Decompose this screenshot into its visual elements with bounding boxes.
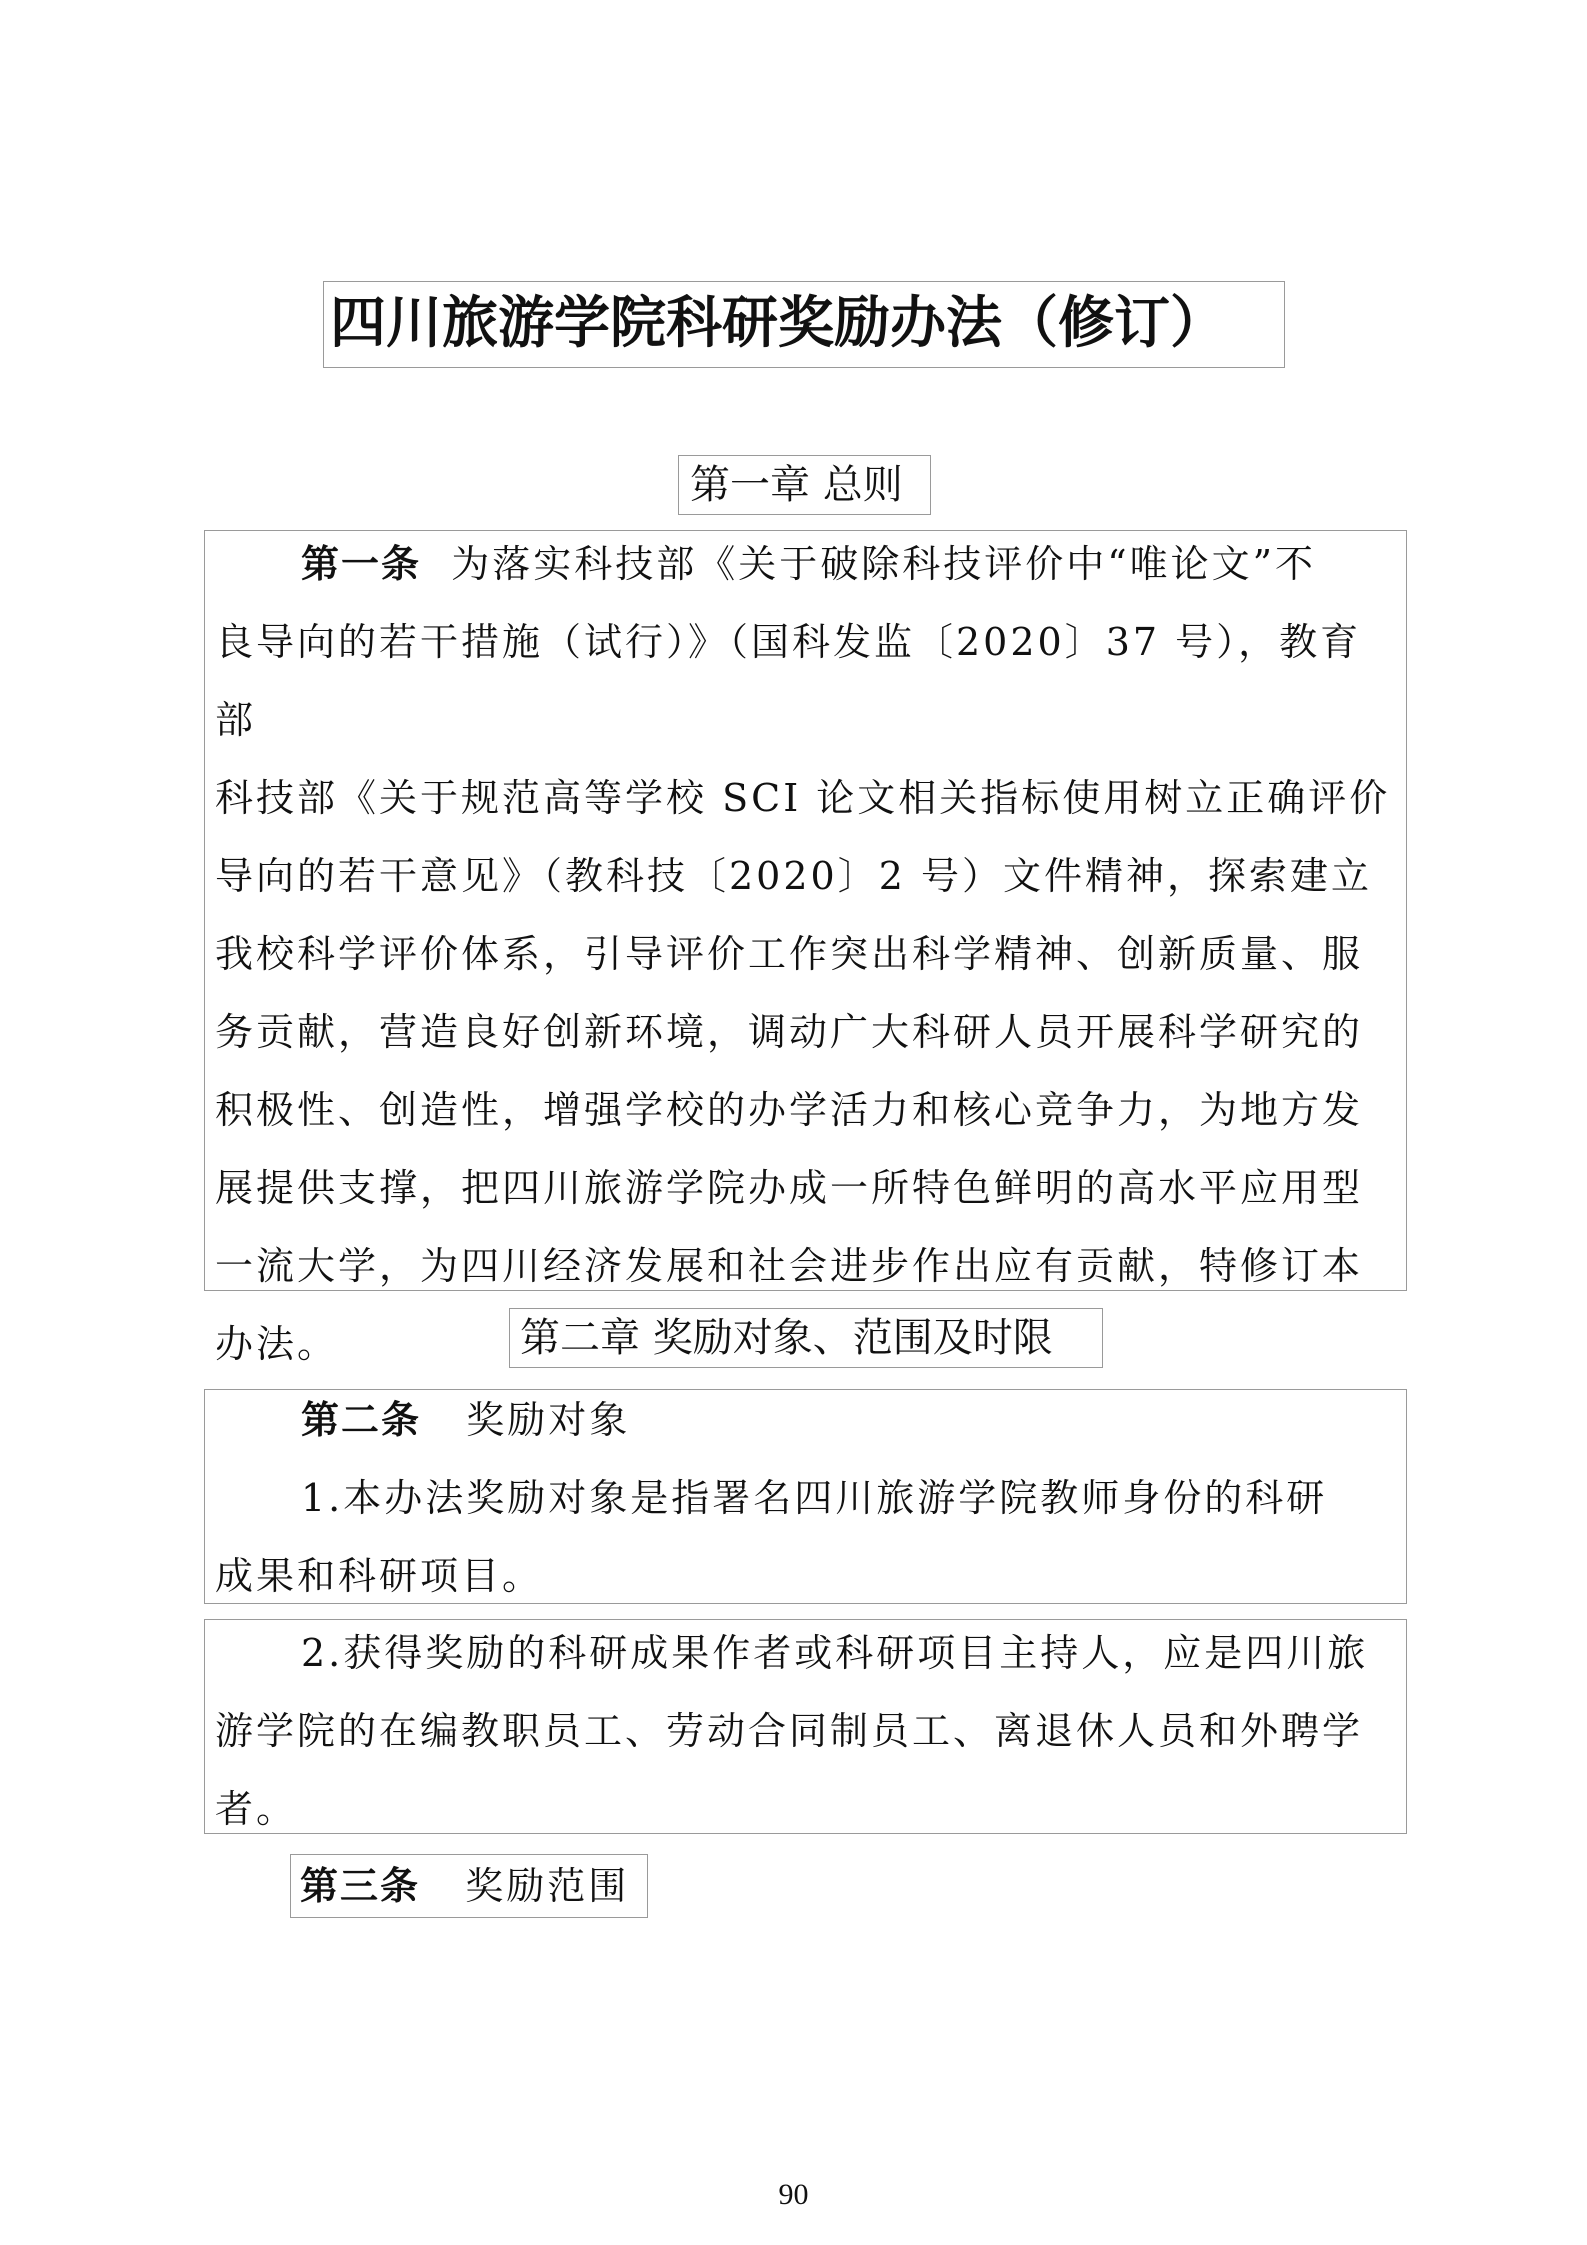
- article1-line-9: 办法。: [215, 1322, 339, 1366]
- article2-item2-line-1: 游学院的在编教职员工、劳动合同制员工、离退休人员和外聘学: [215, 1709, 1364, 1753]
- article2-item2-line-2: 者。: [215, 1787, 298, 1831]
- article3-label: 第三条: [300, 1864, 421, 1908]
- article2-label: 第二条: [301, 1398, 422, 1442]
- chapter1-heading: 第一章 总则: [690, 462, 903, 508]
- article1-line: [215, 525, 1395, 603]
- article3-title: 奖励范围: [465, 1864, 630, 1908]
- article1-line-1: 良导向的若干措施（试行）》（国科发监〔2020〕37 号），教育部: [215, 620, 1362, 742]
- article2-item1-line-1: 成果和科研项目。: [215, 1554, 544, 1598]
- page-number: 90: [778, 2178, 809, 2211]
- article1-line-2: 科技部《关于规范高等学校 SCI 论文相关指标使用树立正确评价: [215, 776, 1391, 820]
- article2-item1-line-0: 1.本办法奖励对象是指署名四川旅游学院教师身份的科研: [301, 1476, 1328, 1520]
- article1-line-7: 展提供支撑，把四川旅游学院办成一所特色鲜明的高水平应用型: [215, 1166, 1364, 1210]
- article2-title-line: [215, 1381, 1395, 1459]
- chapter2-heading: 第二章 奖励对象、范围及时限: [520, 1315, 1053, 1361]
- article1-line-3: 导向的若干意见》（教科技〔2020〕2 号）文件精神，探索建立: [215, 854, 1372, 898]
- article2-title: 奖励对象: [466, 1398, 631, 1442]
- article1-line-6: 积极性、创造性，增强学校的办学活力和核心竞争力，为地方发: [215, 1088, 1364, 1132]
- document-title: 四川旅游学院科研奖励办法（修订）: [330, 290, 1226, 356]
- article2-text: [215, 1381, 1395, 1615]
- article2-item2-line-0: 2.获得奖励的科研成果作者或科研项目主持人，应是四川旅: [301, 1631, 1369, 1675]
- article1-label: 第一条: [301, 542, 422, 586]
- article1-line-0: 为落实科技部《关于破除科技评价中“唯论文”不: [451, 542, 1317, 586]
- article1-text: [215, 525, 1395, 1383]
- article1-line-5: 务贡献，营造良好创新环境，调动广大科研人员开展科学研究的: [215, 1010, 1364, 1054]
- article1-line-4: 我校科学评价体系，引导评价工作突出科学精神、创新质量、服: [215, 932, 1364, 976]
- article1-line-8: 一流大学，为四川经济发展和社会进步作出应有贡献，特修订本: [215, 1244, 1364, 1288]
- article2-item2-text: [215, 1614, 1395, 1848]
- article3-heading: [300, 1847, 640, 1925]
